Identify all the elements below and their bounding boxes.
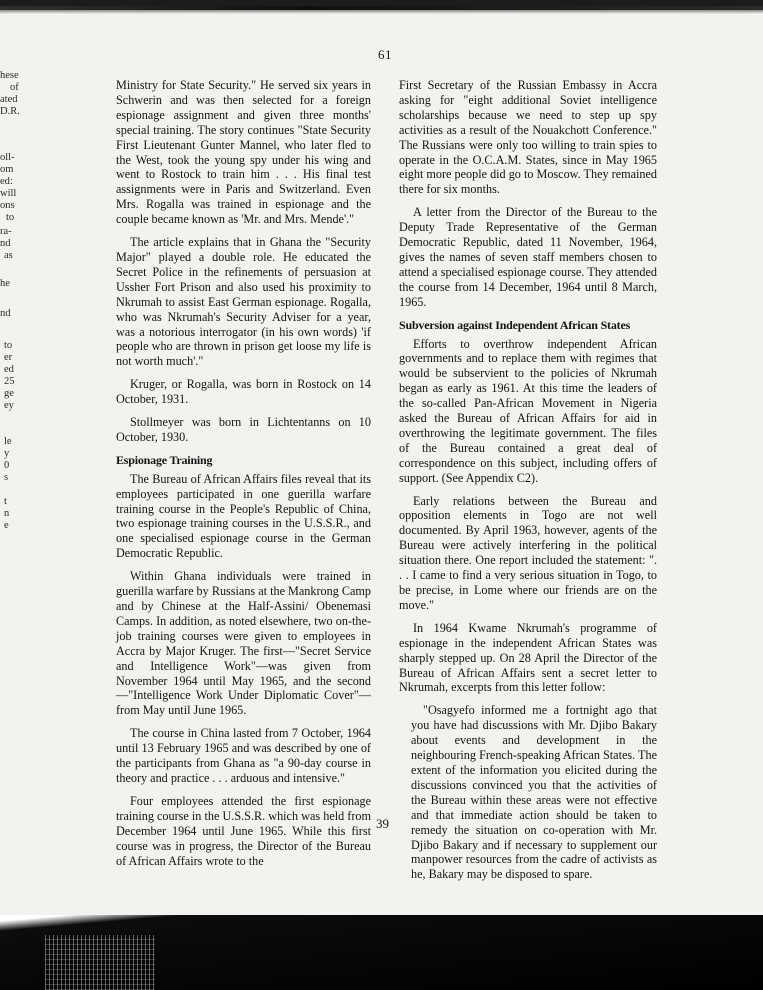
margin-fragment: he [0, 278, 10, 289]
margin-fragment: s [4, 472, 9, 483]
margin-fragment: om [0, 164, 14, 175]
margin-fragment: nd [0, 238, 11, 249]
left-column-paragraph: The article explains that in Ghana the "Security Major" played a double role. He educated the Secret Police in the refinements of persuasion at Ussher Fort Prison and also used his proximity to Nkrumah to assist East German espionage. Rogalla, who was Nkrumah's Security Adviser for a year, was a notorious interrogator (in his own words) 'if people who are thrown in prison get loose my life is not worth much'." [116, 235, 371, 369]
left-column-heading: Espionage Training [116, 452, 213, 467]
margin-fragment: to [6, 212, 15, 223]
margin-fragment: le [4, 436, 12, 447]
margin-fragment: ra- [0, 226, 12, 237]
right-column-paragraph: Efforts to overthrow independent African governments and to replace them with regimes that would be subservient to the policies of Nkrumah began as early as 1961. At this time the leaders of the so-called Pan-African Movement in Nigeria asked the Bureau of African Affairs for aid in overthrowing the legitimate government. The files of the Bureau contained a great deal of correspondence on this subject, including offers of support. (See Appendix C2). [399, 336, 657, 485]
right-column-heading: Subversion against Independent African States [399, 317, 631, 332]
page-number-top: 61 [378, 47, 392, 62]
margin-fragment: ed: [0, 176, 13, 187]
scan-top-edge [0, 6, 763, 10]
margin-fragment: oll- [0, 152, 15, 163]
margin-fragment: y [4, 448, 10, 459]
margin-fragment: ge [4, 388, 14, 399]
margin-fragment: nd [0, 308, 11, 319]
left-column-paragraph: Within Ghana individuals were trained in guerilla warfare by Russians at the Mankrong Camp and by Chinese at the Half-Assini/ Obenemasi Camps. In addition, as noted elsewhere, two on-the-job training courses were given to employees in Accra by Major Kruger. The first—"Secret Service and Intelligence Work"—was given from November 1964 until May 1965, and the second—"Intelligence Work Under Diplomatic Cover"—from May until June 1965. [116, 569, 371, 718]
margin-fragment: n [4, 508, 10, 519]
margin-fragment: as [4, 250, 13, 261]
right-column [399, 78, 657, 882]
margin-fragment: ated [0, 94, 18, 105]
margin-fragment: t [4, 496, 7, 507]
page-number-bottom: 39 [376, 816, 389, 831]
margin-fragment: to [4, 340, 13, 351]
right-column-paragraph: Early relations between the Bureau and opposition elements in Togo are not well documented. By April 1963, however, agents of the Bureau were actively interfering in the political situation there. One report included the statement: ". . . I came to find a very serious situation in Togo, to be precise, in Lome where our friends are on the move." [399, 493, 657, 612]
left-column-paragraph: Stollmeyer was born in Lichtentanns on 10 October, 1930. [116, 415, 371, 444]
right-column-paragraph: A letter from the Director of the Bureau to the Deputy Trade Representative of the German Democratic Republic, dated 11 November, 1964, gives the names of seven staff members chosen to attend a specialised espionage course. They attended the course from 14 December, 1964 until 8 March, 1965. [399, 205, 657, 309]
right-column-paragraph: First Secretary of the Russian Embassy in Accra asking for "eight additional Soviet intelligence scholarships because we need to step up spy activities as a result of the Nouakchott Conference." The Russians were only too willing to train spies to operate in the O.C.A.M. States, since in May 1965 eight more people did go to Moscow. They remained there for six months. [399, 78, 657, 197]
right-column-quote: "Osagyefo informed me a fortnight ago that you have had discussions with Mr. Djibo Bakary about events and development in the neighbouring French-speaking African States. The extent of the information you elicited during the discussions convinced you that the activities of the Bureau within these areas were not effective and that immediate action should be taken to remedy the situation on co-operation with Mr. Djibo Bakary and if necessary to supplement our manpower resources from the cadre of activists as he, Bakary may be disposed to spare. [411, 703, 657, 882]
margin-fragment: of [10, 82, 19, 93]
margin-fragment: er [4, 352, 13, 363]
left-column-paragraph: The course in China lasted from 7 October, 1964 until 13 February 1965 and was described by one of the participants from Ghana as "a 90-day course in theory and practice . . . arduous and intensive." [116, 726, 371, 785]
left-column-paragraph: Four employees attended the first espionage training course in the U.S.S.R. which was held from December 1964 until June 1965. While this first course was in progress, the Director of the Bureau of African Affairs wrote to the [116, 793, 371, 868]
left-column-paragraph: Kruger, or Rogalla, was born in Rostock on 14 October, 1931. [116, 377, 371, 407]
right-column-paragraph: In 1964 Kwame Nkrumah's programme of espionage in the independent African States was sharply stepped up. On 28 April the Director of the Bureau of African Affairs sent a secret letter to Nkrumah, excerpts from this letter follow: [399, 620, 657, 695]
margin-fragment: ons [0, 200, 15, 211]
margin-fragment: 0 [4, 460, 10, 471]
margin-fragment: D.R. [0, 106, 20, 117]
margin-fragment: 25 [4, 376, 15, 387]
scan-bottom-speckle [45, 935, 155, 990]
left-column-paragraph: The Bureau of African Affairs files reveal that its employees participated in one guerilla warfare training course in the People's Republic of China, two espionage training courses in the U.S.S.R., and one specialised espionage course in the German Democratic Republic. [116, 471, 371, 561]
margin-fragment: hese [0, 70, 19, 81]
left-margin-fragments [0, 70, 30, 630]
left-column-paragraph: Ministry for State Security." He served six years in Schwerin and was then selected for a foreign espionage assignment and given three months' special training. The story continues "State Security First Lieutenant Gunter Mannel, who later fled to the West, took the young spy under his wing and went to Rostock to train him . . . His final test assignments were in Paris and Switzerland. Even Mrs. Rogalla was trained in espionage and the couple became known as 'Mr. and Mrs. Mende'." [116, 78, 371, 227]
margin-fragment: e [4, 520, 9, 531]
margin-fragment: ed [4, 364, 14, 375]
margin-fragment: will [0, 188, 17, 199]
left-column [116, 78, 371, 876]
margin-fragment: ey [4, 400, 14, 411]
